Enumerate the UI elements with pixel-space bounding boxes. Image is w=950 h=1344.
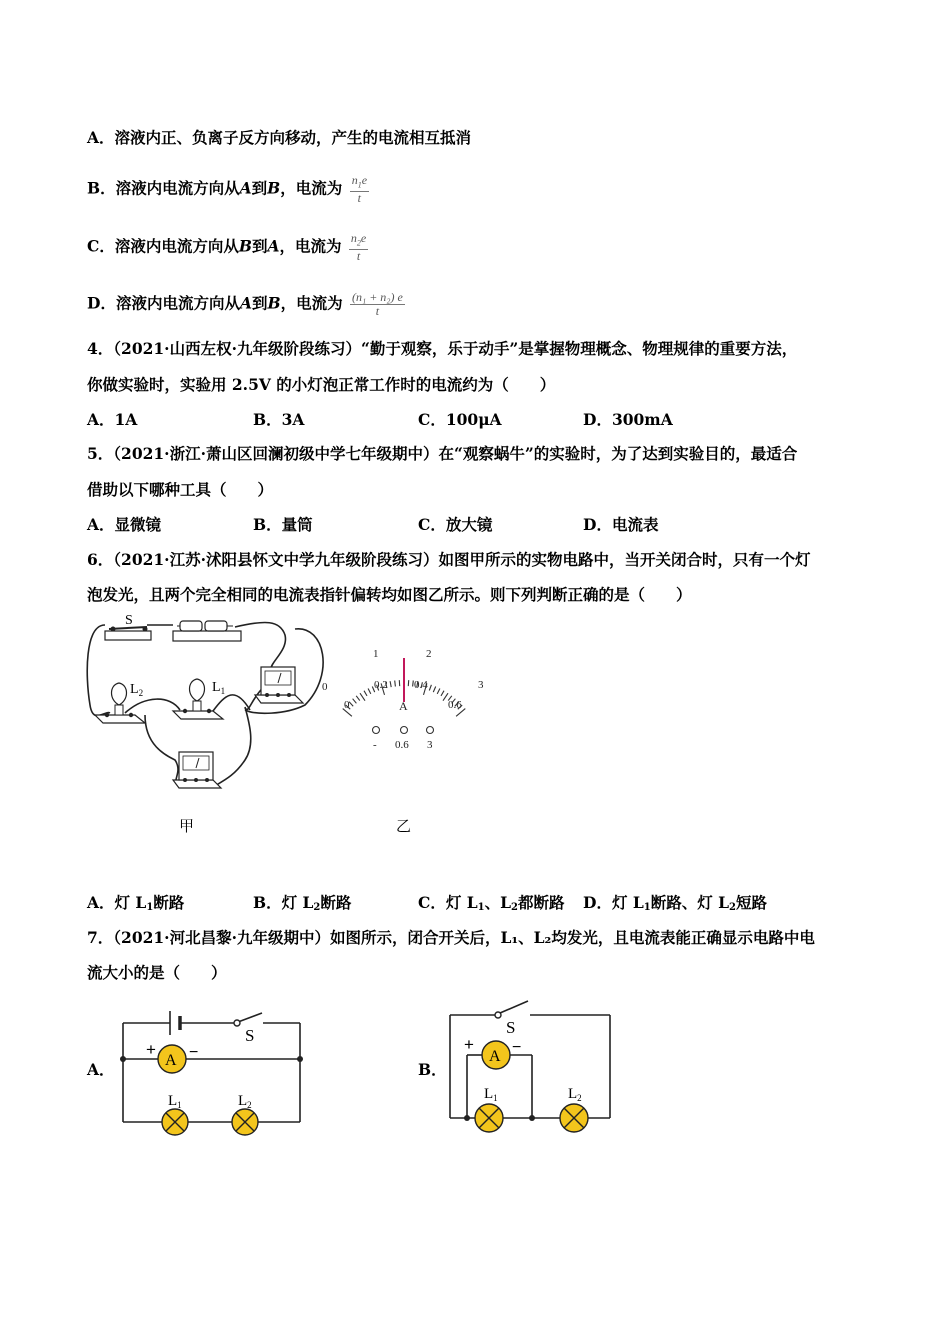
switch-label: S	[245, 1026, 255, 1045]
lower-tick-0.4: 0.4	[414, 679, 428, 691]
q5-stem-line1: 5．（2021·浙江·萧山区回澜初级中学七年级期中）在“观察蜗牛”的实验时，为了达到实验目的，最适合	[87, 444, 798, 463]
dial-tick	[353, 699, 357, 704]
fraction-n1e-over-t: $\frac{n_1e}{t}$	[351, 173, 368, 206]
q4-option-d: D．300mA	[583, 410, 673, 429]
figure-yi-caption: 乙	[396, 817, 412, 835]
unit-label: A	[399, 699, 408, 713]
q6-option-d: D．灯 $L_1$断路、灯 $L_2$短路	[583, 893, 767, 913]
upper-tick-2: 2	[426, 648, 432, 660]
dial-tick	[433, 687, 435, 693]
lamp-l2-label: $L_2$	[568, 1086, 582, 1103]
switch-component	[105, 627, 151, 641]
lower-tick-0.6: 0.6	[448, 699, 462, 711]
q4-option-a: A．1A	[87, 410, 138, 429]
figure-yi-ammeter-dial	[318, 640, 493, 755]
dial-tick	[437, 689, 440, 694]
dial-tick	[395, 681, 396, 687]
q7-option-b-label: B．	[418, 1060, 447, 1079]
figure-jia-caption: 甲	[179, 817, 195, 835]
upper-tick-1: 1	[373, 648, 379, 660]
q5-option-c: C．放大镜	[418, 515, 493, 534]
q6-stem-line2: 泡发光，且两个完全相同的电流表指针偏转均如图乙所示。则下列判断正确的是（ ）	[87, 585, 692, 604]
lamp-l2-label: $L_2$	[130, 682, 144, 698]
lamp-l1-label: $L_1$	[212, 680, 226, 696]
terminal-minus: -	[373, 739, 377, 751]
upper-tick-0: 0	[322, 681, 328, 693]
terminal-0.6: 0.6	[395, 739, 409, 751]
switch-label: S	[506, 1018, 516, 1037]
dial-tick	[390, 681, 391, 687]
dial-tick	[429, 685, 431, 691]
q5-option-d: D．电流表	[583, 515, 659, 534]
figure-jia-physical-circuit	[85, 615, 325, 800]
q5-stem-line2: 借助以下哪种工具（ ）	[87, 480, 274, 499]
dial-tick	[360, 693, 365, 701]
lamp-l1-icon	[162, 1109, 188, 1135]
lamp-l2-icon	[560, 1104, 588, 1132]
dial-tick	[368, 689, 371, 694]
q4-option-c: C．100μA	[418, 410, 502, 429]
plus-sign: +	[464, 1035, 474, 1054]
lower-tick-0.2: 0.2	[374, 679, 388, 691]
dial-tick	[349, 702, 353, 706]
minus-sign: −	[512, 1039, 522, 1056]
q6-option-c: C．灯 $L_1$、$L_2$都断路	[418, 893, 565, 913]
q7-stem-line2: 流大小的是（ ）	[87, 963, 227, 982]
ammeter-lower-component	[173, 752, 221, 788]
q3-option-d: D．溶液内电流方向从A到B，电流为 $\frac{\text{(n₁ + n₂) e}}{t}$	[87, 290, 403, 318]
q5-option-a: A．显微镜	[87, 515, 162, 534]
ammeter-icon	[482, 1041, 510, 1069]
q6-option-b: B．灯 $L_2$断路	[253, 893, 352, 913]
ammeter-upper-component	[255, 667, 303, 703]
switch-label: S	[125, 615, 133, 628]
fraction-n2e-over-t: $\frac{n_2e}{t}$	[350, 231, 367, 264]
dial-tick	[356, 696, 360, 701]
battery-component	[173, 621, 241, 641]
plus-sign: +	[146, 1040, 156, 1059]
ammeter-icon	[158, 1045, 186, 1073]
lamp-l1-label: $L_1$	[168, 1093, 182, 1110]
lamp-l1-label: $L_1$	[484, 1086, 498, 1103]
lamp-l1-icon	[475, 1104, 503, 1132]
q4-stem-line1: 4．（2021·山西左权·九年级阶段练习）“勤于观察，乐于动手”是掌握物理概念、物理规律的重要方法，	[87, 339, 798, 358]
q6-option-a: A．灯 $L_1$断路	[87, 893, 185, 913]
q7-circuit-a	[110, 1005, 310, 1140]
q4-option-b: B．3A	[253, 410, 305, 429]
terminals	[373, 727, 434, 734]
lamp-l2-label: $L_2$	[238, 1093, 252, 1110]
q7-option-a-label: A．	[87, 1060, 115, 1079]
upper-tick-3: 3	[478, 679, 484, 691]
svg-text:A: A	[489, 1048, 501, 1065]
q7-stem-line1: 7．（2021·河北昌黎·九年级期中）如图所示，闭合开关后，L₁、L₂均发光，且电流表能正确显示电路中电	[87, 928, 815, 947]
q6-stem-line1: 6．（2021·江苏·沭阳县怀文中学九年级阶段练习）如图甲所示的实物电路中，当开关闭合时，只有一个灯	[87, 550, 811, 569]
terminal-3: 3	[427, 739, 433, 751]
fraction-n1n2e-over-t: $\frac{\text{(n₁ + n₂) e}}{t}$	[352, 290, 403, 318]
q4-stem-line2: 你做实验时，实验用 2.5V 的小灯泡正常工作时的电流约为（ ）	[87, 375, 556, 394]
lower-tick-0: 0	[344, 699, 350, 711]
dial-tick	[364, 691, 367, 696]
q3-option-a: A．溶液内正、负离子反方向移动，产生的电流相互抵消	[87, 128, 472, 147]
q3-option-b: B．溶液内电流方向从A到B，电流为 $\frac{n_1e}{t}$	[87, 173, 368, 206]
q7-circuit-b	[440, 995, 620, 1140]
q3-option-c: C．溶液内电流方向从B到A，电流为 $\frac{n_2e}{t}$	[87, 231, 367, 264]
svg-text:A: A	[165, 1052, 177, 1069]
minus-sign: −	[189, 1044, 199, 1061]
q5-option-b: B．量筒	[253, 515, 313, 534]
lamp-l2-icon	[232, 1109, 258, 1135]
dial-tick	[441, 691, 444, 696]
